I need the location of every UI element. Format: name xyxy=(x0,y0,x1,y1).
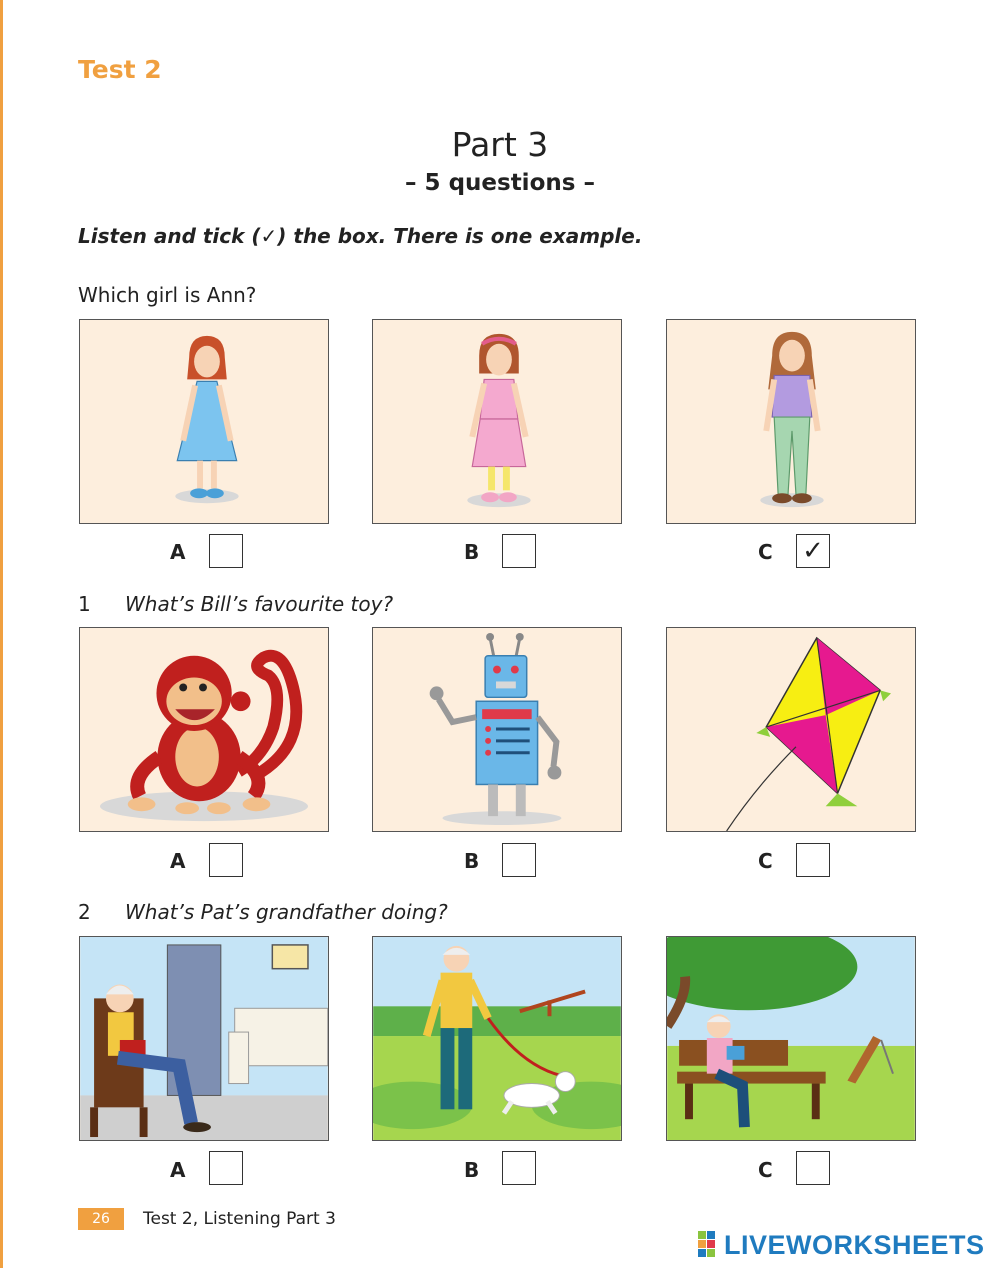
tick-box-q1-b[interactable] xyxy=(502,843,536,877)
picture-monkey xyxy=(79,627,329,832)
robot-icon xyxy=(373,628,621,831)
liveworksheets-logo-text: LIVEWORKSHEETS xyxy=(724,1230,985,1260)
option-letter: B xyxy=(464,1158,480,1182)
footer-text: Test 2, Listening Part 3 xyxy=(143,1209,336,1229)
option-letter: A xyxy=(170,540,186,564)
girl-purple-top-trousers-icon xyxy=(667,320,915,523)
liveworksheets-logo-icon xyxy=(698,1231,724,1261)
kite-icon xyxy=(667,628,915,831)
question-example xyxy=(78,283,256,307)
tick-box-q2-b[interactable] xyxy=(502,1151,536,1185)
picture-grandfather-bench xyxy=(666,936,916,1141)
option-letter: A xyxy=(170,1158,186,1182)
picture-grandfather-walking-dog xyxy=(372,936,622,1141)
tick-box-q1-c[interactable] xyxy=(796,843,830,877)
tick-box-example-a[interactable] xyxy=(209,534,243,568)
question-text: Which girl is Ann? xyxy=(78,283,257,307)
grandfather-walking-dog-icon xyxy=(373,937,621,1140)
picture-girl-pink-dress xyxy=(372,319,622,524)
question-text: What’s Pat’s grandfather doing? xyxy=(125,900,448,924)
girl-pink-dress-icon xyxy=(373,320,621,523)
picture-girl-blue-dress xyxy=(79,319,329,524)
picture-robot xyxy=(372,627,622,832)
picture-grandfather-armchair xyxy=(79,936,329,1141)
liveworksheets-logo xyxy=(698,1230,985,1261)
tick-box-q2-c[interactable] xyxy=(796,1151,830,1185)
question-number: 2 xyxy=(78,900,91,924)
tick-box-example-b[interactable] xyxy=(502,534,536,568)
tick-box-q1-a[interactable] xyxy=(209,843,243,877)
grandfather-reading-armchair-icon xyxy=(80,937,328,1140)
option-letter: B xyxy=(464,849,480,873)
picture-girl-purple-top xyxy=(666,319,916,524)
option-letter: A xyxy=(170,849,186,873)
option-letter: C xyxy=(758,849,773,873)
grandfather-reading-bench-icon xyxy=(667,937,915,1140)
option-letter: B xyxy=(464,540,480,564)
instructions: Listen and tick (✓) the box. There is one example. xyxy=(78,224,643,248)
picture-kite xyxy=(666,627,916,832)
page-number: 26 xyxy=(78,1208,124,1230)
option-letter: C xyxy=(758,540,773,564)
question-number: 1 xyxy=(78,592,91,616)
question-text: What’s Bill’s favourite toy? xyxy=(125,592,394,616)
part-subtitle: – 5 questions – xyxy=(405,170,595,196)
tick-box-example-c[interactable]: ✓ xyxy=(796,534,830,568)
test-label: Test 2 xyxy=(78,55,162,84)
option-letter: C xyxy=(758,1158,773,1182)
girl-blue-dress-icon xyxy=(80,320,328,523)
question-1 xyxy=(78,592,393,616)
part-title: Part 3 xyxy=(451,125,549,164)
question-2 xyxy=(78,900,448,924)
tick-box-q2-a[interactable] xyxy=(209,1151,243,1185)
monkey-icon xyxy=(80,628,328,831)
